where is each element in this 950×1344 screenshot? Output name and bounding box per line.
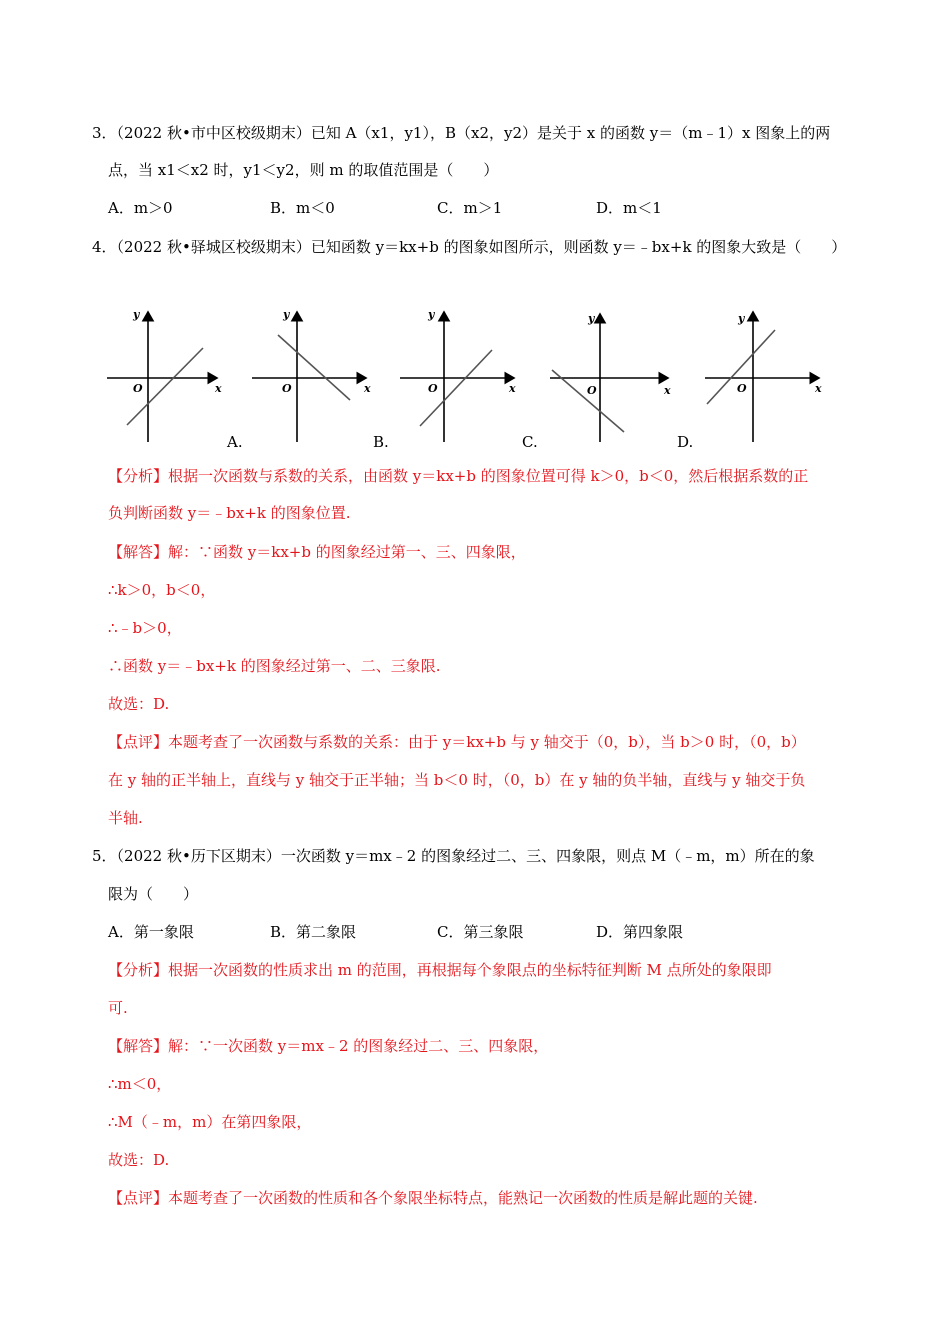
x-axis-label: x (815, 382, 822, 395)
q4-comment-line3: 半轴. (108, 809, 143, 827)
q5-solution-line1: 【解答】解：∵一次函数 y＝mx﹣2 的图象经过二、三、四象限， (108, 1037, 549, 1055)
q5-comment-line1: 【点评】本题考查了一次函数的性质和各个象限坐标特点，能熟记一次函数的性质是解此题的关键. (108, 1189, 758, 1207)
q5-answer: 故选：D. (108, 1151, 170, 1169)
comment-tag: 【点评】 (108, 1189, 169, 1207)
q4-graph-a-label: A. (227, 433, 243, 451)
q5-option-c: C．第三象限 (437, 923, 524, 941)
q5-solution-line2: ∴m＜0， (108, 1075, 172, 1093)
x-axis-label: x (664, 384, 671, 397)
y-axis-label: y (133, 308, 140, 321)
q4-solution-line3: ∴﹣b＞0， (108, 619, 182, 637)
q3-option-c: C．m＞1 (437, 199, 503, 217)
q5-stem-line1: 5．（2022 秋•历下区期末）一次函数 y＝mx﹣2 的图象经过二、三、四象限，则点 M（﹣m，m）所在的象 (92, 847, 815, 865)
q4-comment-line2: 在 y 轴的正半轴上，直线与 y 轴交于正半轴；当 b＜0 时，（0，b）在 y 轴的负半轴，直线与 y 轴交于负 (108, 771, 806, 789)
y-axis-label: y (428, 308, 435, 321)
q4-solution-line4: ∴函数 y＝﹣bx+k 的图象经过第一、二、三象限. (108, 657, 441, 675)
q4-analysis-line1: 【分析】根据一次函数与系数的关系，由函数 y＝kx+b 的图象位置可得 k＞0，b＜0，然后根据系数的正 (108, 467, 809, 485)
q3-option-d: D．m＜1 (596, 199, 662, 217)
q5-analysis-line2: 可. (108, 999, 128, 1017)
y-axis-label: y (283, 308, 290, 321)
q4-graph-b (398, 300, 523, 450)
solution-tag: 【解答】 (108, 543, 169, 561)
x-axis-label: x (364, 382, 371, 395)
q5-option-b: B．第二象限 (270, 923, 357, 941)
q4-analysis-line2: 负判断函数 y＝﹣bx+k 的图象位置. (108, 504, 351, 522)
q3-stem-line1: 3．（2022 秋•市中区校级期末）已知 A（x1，y1），B（x2，y2）是关于 x 的函数 y＝（m﹣1）x 图象上的两 (92, 124, 831, 142)
q4-comment-line1: 【点评】本题考查了一次函数与系数的关系：由于 y＝kx+b 与 y 轴交于（0，b），当 b＞0 时，（0，b） (108, 733, 806, 751)
analysis-tag: 【分析】 (108, 961, 169, 979)
q3-stem-line2: 点，当 x1＜x2 时，y1＜y2，则 m 的取值范围是（ ） (108, 161, 499, 179)
q5-stem-line2: 限为（ ） (108, 885, 199, 903)
q5-option-d: D．第四象限 (596, 923, 684, 941)
x-axis-label: x (509, 382, 516, 395)
q4-stem: 4．（2022 秋•驿城区校级期末）已知函数 y＝kx+b 的图象如图所示，则函数 y＝﹣bx+k 的图象大致是（ ） (92, 238, 847, 256)
q4-answer: 故选：D. (108, 695, 170, 713)
analysis-tag: 【分析】 (108, 467, 169, 485)
q5-solution-line3: ∴M（﹣m，m）在第四象限， (108, 1113, 312, 1131)
origin-label: O (133, 382, 143, 395)
solution-tag: 【解答】 (108, 1037, 169, 1055)
q3-option-b: B．m＜0 (270, 199, 335, 217)
y-axis-label: y (738, 312, 745, 325)
q4-graph-a (250, 300, 375, 450)
function-line (552, 370, 624, 432)
q5-option-a: A．第一象限 (108, 923, 194, 941)
y-axis-label: y (588, 312, 595, 325)
q4-graph-d (703, 300, 828, 450)
x-axis-label: x (215, 382, 222, 395)
q3-option-a: A．m＞0 (108, 199, 173, 217)
q4-solution-line1: 【解答】解：∵函数 y＝kx+b 的图象经过第一、三、四象限， (108, 543, 526, 561)
comment-tag: 【点评】 (108, 733, 169, 751)
origin-label: O (428, 382, 438, 395)
q4-given-graph (105, 300, 225, 450)
origin-label: O (737, 382, 747, 395)
q5-analysis-line1: 【分析】根据一次函数的性质求出 m 的范围，再根据每个象限点的坐标特征判断 M 点所处的象限即 (108, 961, 772, 979)
origin-label: O (282, 382, 292, 395)
q4-graph-c-label: C. (522, 433, 538, 451)
q4-graph-c (548, 300, 678, 450)
origin-label: O (587, 384, 597, 397)
q4-solution-line2: ∴k＞0，b＜0， (108, 581, 216, 599)
q4-graph-b-label: B. (373, 433, 389, 451)
q4-graph-d-label: D. (677, 433, 694, 451)
